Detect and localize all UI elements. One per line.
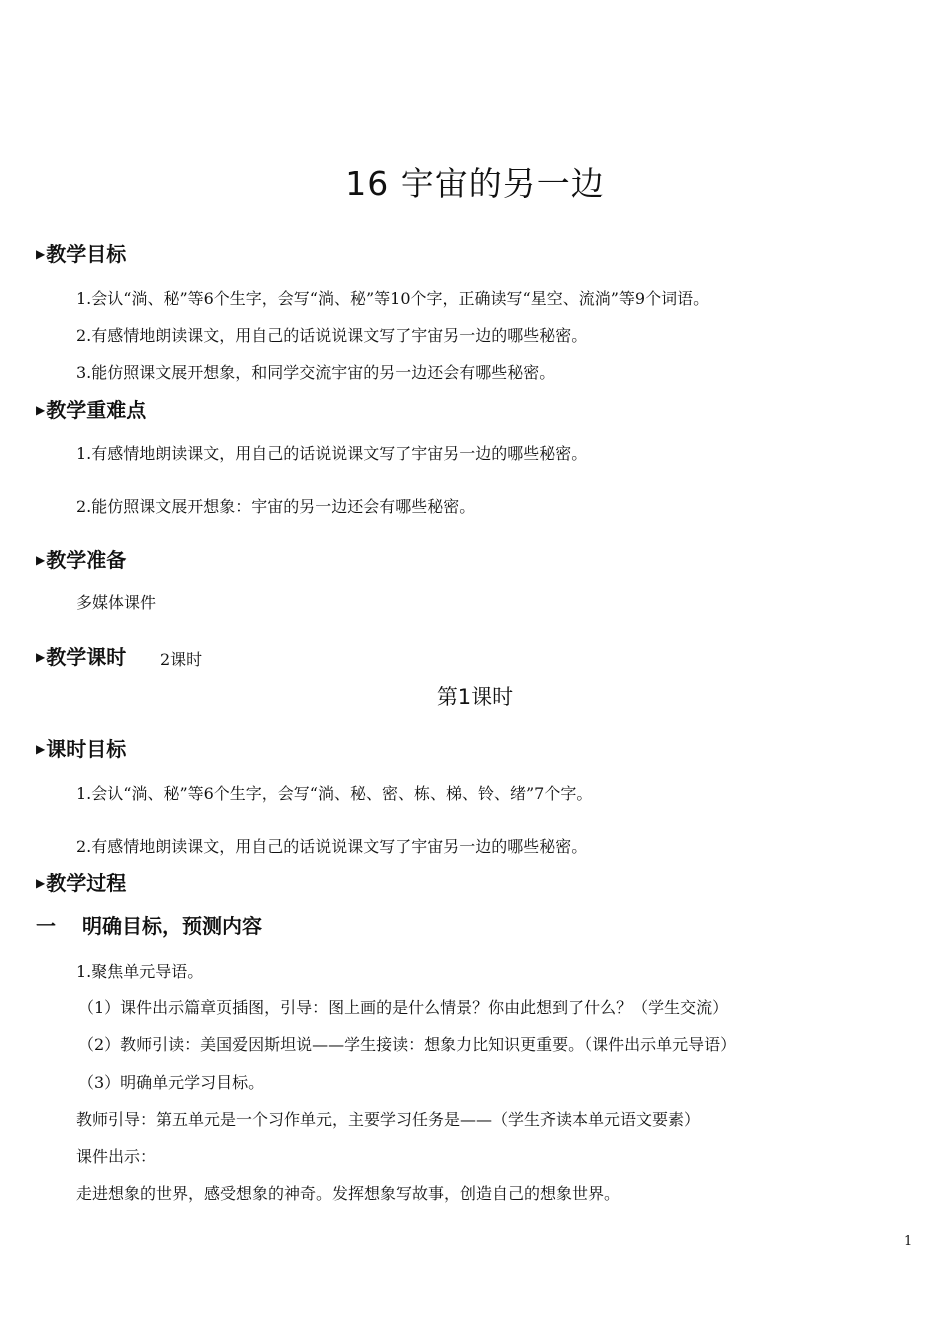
triangle-bullet-icon: ▶ <box>36 650 46 664</box>
objective-item: 1.会认“淌、秘”等6个生字，会写“淌、秘”等10个字，正确读写“星空、流淌”等9个词语。 <box>76 289 710 308</box>
section-heading-hours: ▶教学课时 <box>36 645 127 669</box>
lesson-objective-item: 1.会认“淌、秘”等6个生字，会写“淌、秘、密、栋、梯、铃、绪”7个字。 <box>76 784 593 803</box>
page-number: 1 <box>904 1234 913 1249</box>
step-heading <box>36 910 262 939</box>
unit-quote: 走进想象的世界，感受想象的神奇。发挥想象写故事，创造自己的想象世界。 <box>76 1184 621 1203</box>
step-title: 明确目标，预测内容 <box>82 914 262 938</box>
triangle-bullet-icon: ▶ <box>36 876 46 890</box>
step-number: 一 <box>36 914 56 938</box>
lesson-title: 第1课时 <box>436 685 514 709</box>
lesson-objective-item: 2.有感情地朗读课文，用自己的话说说课文写了宇宙另一边的哪些秘密。 <box>76 837 588 856</box>
section-heading-prep: ▶教学准备 <box>36 548 127 572</box>
objective-item: 2.有感情地朗读课文，用自己的话说说课文写了宇宙另一边的哪些秘密。 <box>76 326 588 345</box>
document-title: 16 宇宙的另一边 <box>345 164 605 203</box>
section-heading-keypoints: ▶教学重难点 <box>36 398 147 422</box>
hours-value: 2课时 <box>160 650 203 669</box>
keypoint-item: 2.能仿照课文展开想象：宇宙的另一边还会有哪些秘密。 <box>76 497 476 516</box>
triangle-bullet-icon: ▶ <box>36 247 46 261</box>
triangle-bullet-icon: ▶ <box>36 742 46 756</box>
step-item: 教师引导：第五单元是一个习作单元，主要学习任务是——（学生齐读本单元语文要素） <box>76 1110 701 1129</box>
step-item: （3）明确单元学习目标。 <box>78 1073 265 1092</box>
section-heading-lesson-objectives: ▶课时目标 <box>36 737 127 761</box>
step-item: 1.聚焦单元导语。 <box>76 962 204 981</box>
objective-item: 3.能仿照课文展开想象，和同学交流宇宙的另一边还会有哪些秘密。 <box>76 363 556 382</box>
step-item: （2）教师引读：美国爱因斯坦说——学生接读：想象力比知识更重要。（课件出示单元导语） <box>78 1035 737 1054</box>
keypoint-item: 1.有感情地朗读课文，用自己的话说说课文写了宇宙另一边的哪些秘密。 <box>76 444 588 463</box>
step-item: （1）课件出示篇章页插图，引导：图上画的是什么情景？你由此想到了什么？（学生交流） <box>78 998 729 1017</box>
triangle-bullet-icon: ▶ <box>36 553 46 567</box>
section-heading-objectives: ▶教学目标 <box>36 242 127 266</box>
section-heading-process: ▶教学过程 <box>36 871 127 895</box>
prep-text: 多媒体课件 <box>76 593 157 612</box>
step-item: 课件出示： <box>76 1147 157 1166</box>
triangle-bullet-icon: ▶ <box>36 403 46 417</box>
